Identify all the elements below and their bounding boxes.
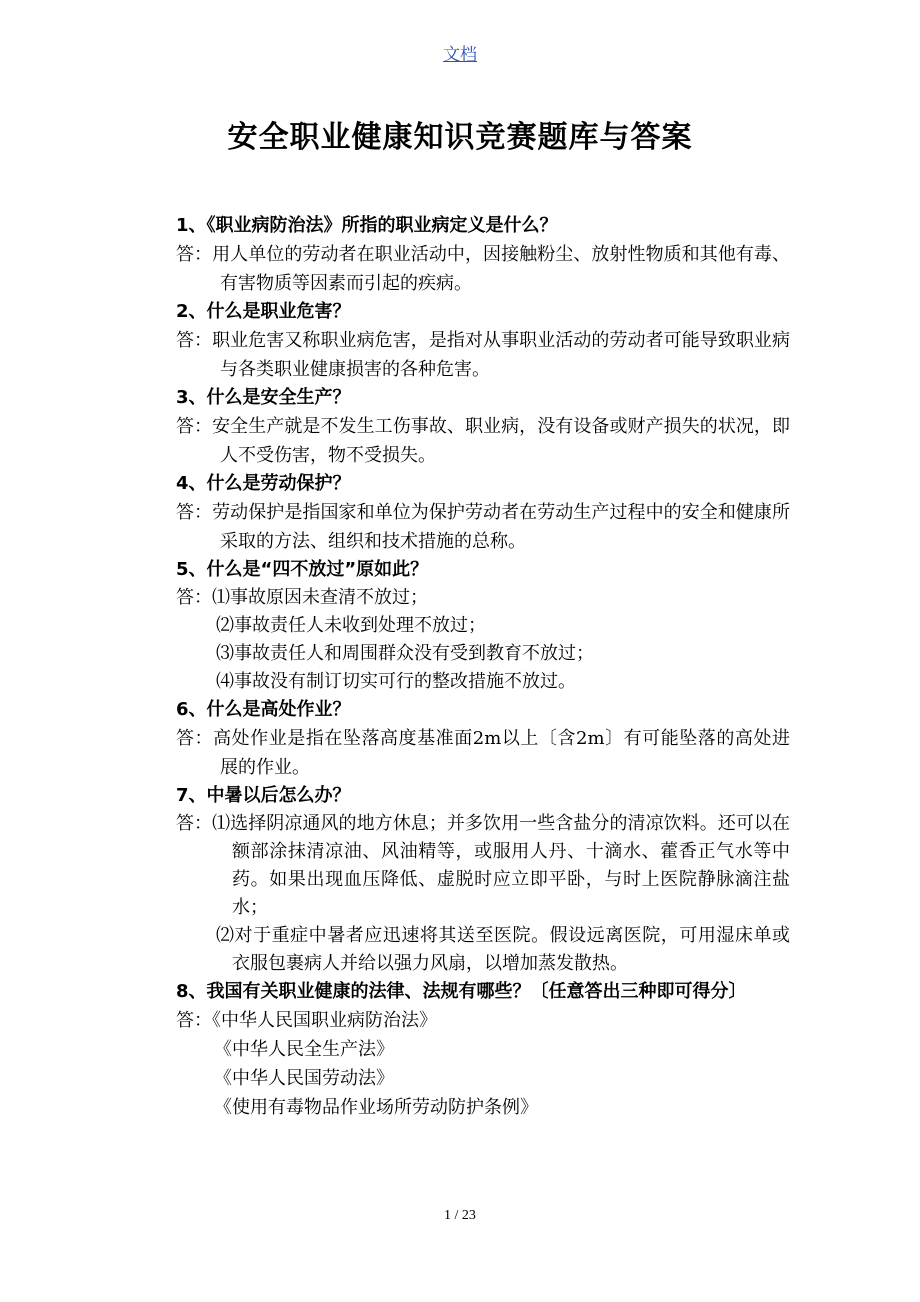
- answer-1: 答：用人单位的劳动者在职业活动中，因接触粉尘、放射性物质和其他有毒、有害物质等因素而引起的疾病。: [176, 244, 790, 294]
- answer-7-item: ⑵对于重症中暑者应迅速将其送至医院。假设远离医院，可用湿床单或衣服包裹病人并给以强力风扇，以增加蒸发散热。: [216, 925, 790, 974]
- answer-7-item: 答：⑴选择阴凉通风的地方休息；并多饮用一些含盐分的清凉饮料。还可以在额部涂抹清凉油、风油精等，或服用人丹、十滴水、藿香正气水等中药。如果出现血压降低、虚脱时应立即平卧，与时上医院静脉滴注盐水；: [176, 813, 790, 918]
- question-5: 5、什么是“四不放过”原如此？: [176, 559, 429, 580]
- question-7: 7、中暑以后怎么办？: [176, 785, 351, 806]
- answer-6: 答：高处作业是指在坠落高度基准面2m以上〔含2m〕有可能坠落的高处进展的作业。: [176, 728, 790, 778]
- answer-5-list: [176, 584, 790, 696]
- question-6: 6、什么是高处作业？: [176, 699, 351, 720]
- question-4: 4、什么是劳动保护？: [176, 473, 351, 494]
- answer-7-list: [176, 810, 790, 978]
- answer-2: 答：职业危害又称职业病危害，是指对从事职业活动的劳动者可能导致职业病与各类职业健康损害的各种危害。: [176, 330, 790, 380]
- page-number: 1 / 23: [444, 1208, 476, 1223]
- document-title: 安全职业健康知识竞赛题库与答案: [227, 120, 693, 155]
- answer-8-law: 《使用有毒物品作业场所劳动防护条例》: [214, 1097, 538, 1118]
- header-link-text[interactable]: 文档: [443, 45, 477, 65]
- header-link[interactable]: [0, 40, 920, 65]
- answer-8-law: 《中华人民国劳动法》: [214, 1068, 394, 1089]
- answer-5-item: ⑷事故没有制订切实可行的整改措施不放过。: [216, 671, 576, 692]
- answer-5-item: 答：⑴事故原因未查清不放过；: [176, 587, 428, 608]
- question-8: 8、我国有关职业健康的法律、法规有哪些？〔任意答出三种即可得分〕: [176, 981, 747, 1002]
- question-3: 3、什么是安全生产？: [176, 387, 351, 408]
- question-2: 2、什么是职业危害？: [176, 301, 351, 322]
- answer-8-law: 答：《中华人民国职业病防治法》: [176, 1010, 437, 1031]
- answer-5-item: ⑵事故责任人未收到处理不放过；: [216, 615, 486, 636]
- answer-8-law: 《中华人民全生产法》: [214, 1039, 394, 1060]
- qa-content: [176, 212, 790, 1122]
- question-1: 1、《职业病防治法》所指的职业病定义是什么？: [176, 215, 558, 236]
- answer-3: 答：安全生产就是不发生工伤事故、职业病，没有设备或财产损失的状况，即人不受伤害，物不受损失。: [176, 416, 790, 466]
- answer-5-item: ⑶事故责任人和周围群众没有受到教育不放过；: [216, 643, 594, 664]
- answer-4: 答：劳动保护是指国家和单位为保护劳动者在劳动生产过程中的安全和健康所采取的方法、组织和技术措施的总称。: [176, 502, 790, 552]
